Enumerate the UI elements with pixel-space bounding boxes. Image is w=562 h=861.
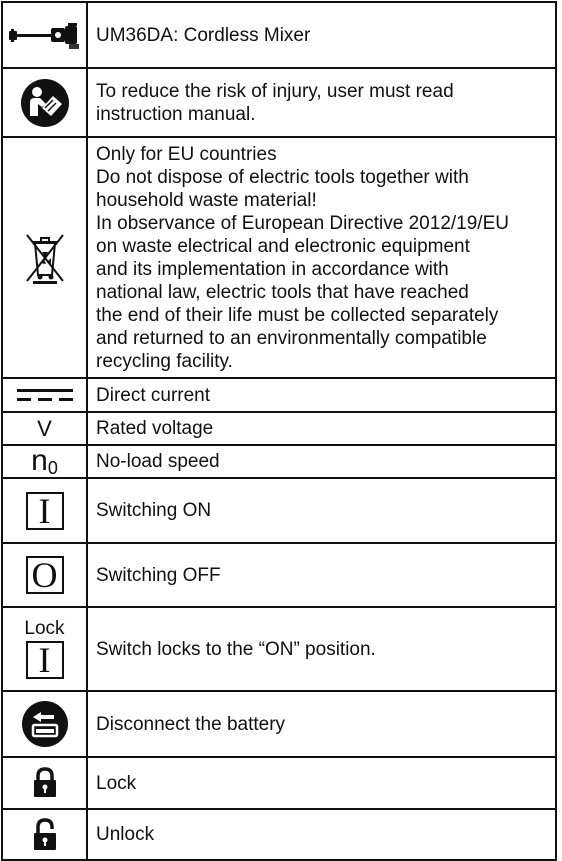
switch-lock-icon: I	[26, 641, 64, 679]
voltage-icon: V	[37, 415, 52, 441]
table-row	[2, 378, 556, 412]
row-text: No-load speed	[96, 451, 220, 472]
row-text: Only for EU countries	[96, 143, 277, 165]
table-row	[2, 412, 556, 445]
row-text: To reduce the risk of injury, user must read	[96, 80, 454, 102]
row-text: and its implementation in accordance with	[96, 258, 449, 280]
row-text: the end of their life must be collected separately	[96, 304, 499, 326]
table-row	[2, 691, 556, 757]
row-text: recycling facility.	[96, 350, 233, 372]
row-text: household waste material!	[96, 189, 317, 211]
table-row	[2, 137, 556, 378]
row-text: instruction manual.	[96, 103, 256, 125]
row-text: Switching OFF	[96, 564, 221, 586]
lock-label: Lock	[24, 618, 65, 639]
row-text: Lock	[96, 772, 137, 794]
padlock-closed-icon	[32, 767, 58, 799]
table-row	[2, 68, 556, 137]
table-row	[2, 478, 556, 543]
table-row	[2, 757, 556, 809]
row-text: UM36DA: Cordless Mixer	[96, 24, 311, 46]
crossed-bin-icon	[23, 231, 67, 285]
disconnect-battery-icon	[21, 700, 69, 748]
row-text: In observance of European Directive 2012/19/EU	[96, 212, 509, 234]
row-text: and returned to an environmentally compatible	[96, 327, 487, 349]
row-text: Switching ON	[96, 500, 212, 521]
row-text: Disconnect the battery	[96, 713, 286, 735]
row-text: on waste electrical and electronic equipment	[96, 235, 470, 257]
switch-on-icon: I	[26, 492, 64, 530]
direct-current-icon	[17, 388, 73, 402]
symbol-table	[1, 1, 557, 861]
table-row	[2, 809, 556, 860]
row-text: national law, electric tools that have reached	[96, 281, 469, 303]
table-row	[2, 445, 556, 478]
row-text: Unlock	[96, 824, 155, 845]
row-text: Do not dispose of electric tools together with	[96, 166, 469, 188]
row-text: Direct current	[96, 384, 211, 406]
cordless-mixer-icon	[7, 20, 83, 50]
table-row	[2, 2, 556, 68]
table-row	[2, 607, 556, 691]
read-manual-icon	[20, 78, 70, 128]
row-text: Rated voltage	[96, 418, 214, 439]
no-load-speed-icon: $n_0$	[31, 444, 58, 478]
row-text: Switch locks to the “ON” position.	[96, 638, 376, 660]
table-row	[2, 543, 556, 607]
padlock-open-icon	[32, 818, 58, 852]
switch-off-icon: O	[26, 556, 64, 594]
